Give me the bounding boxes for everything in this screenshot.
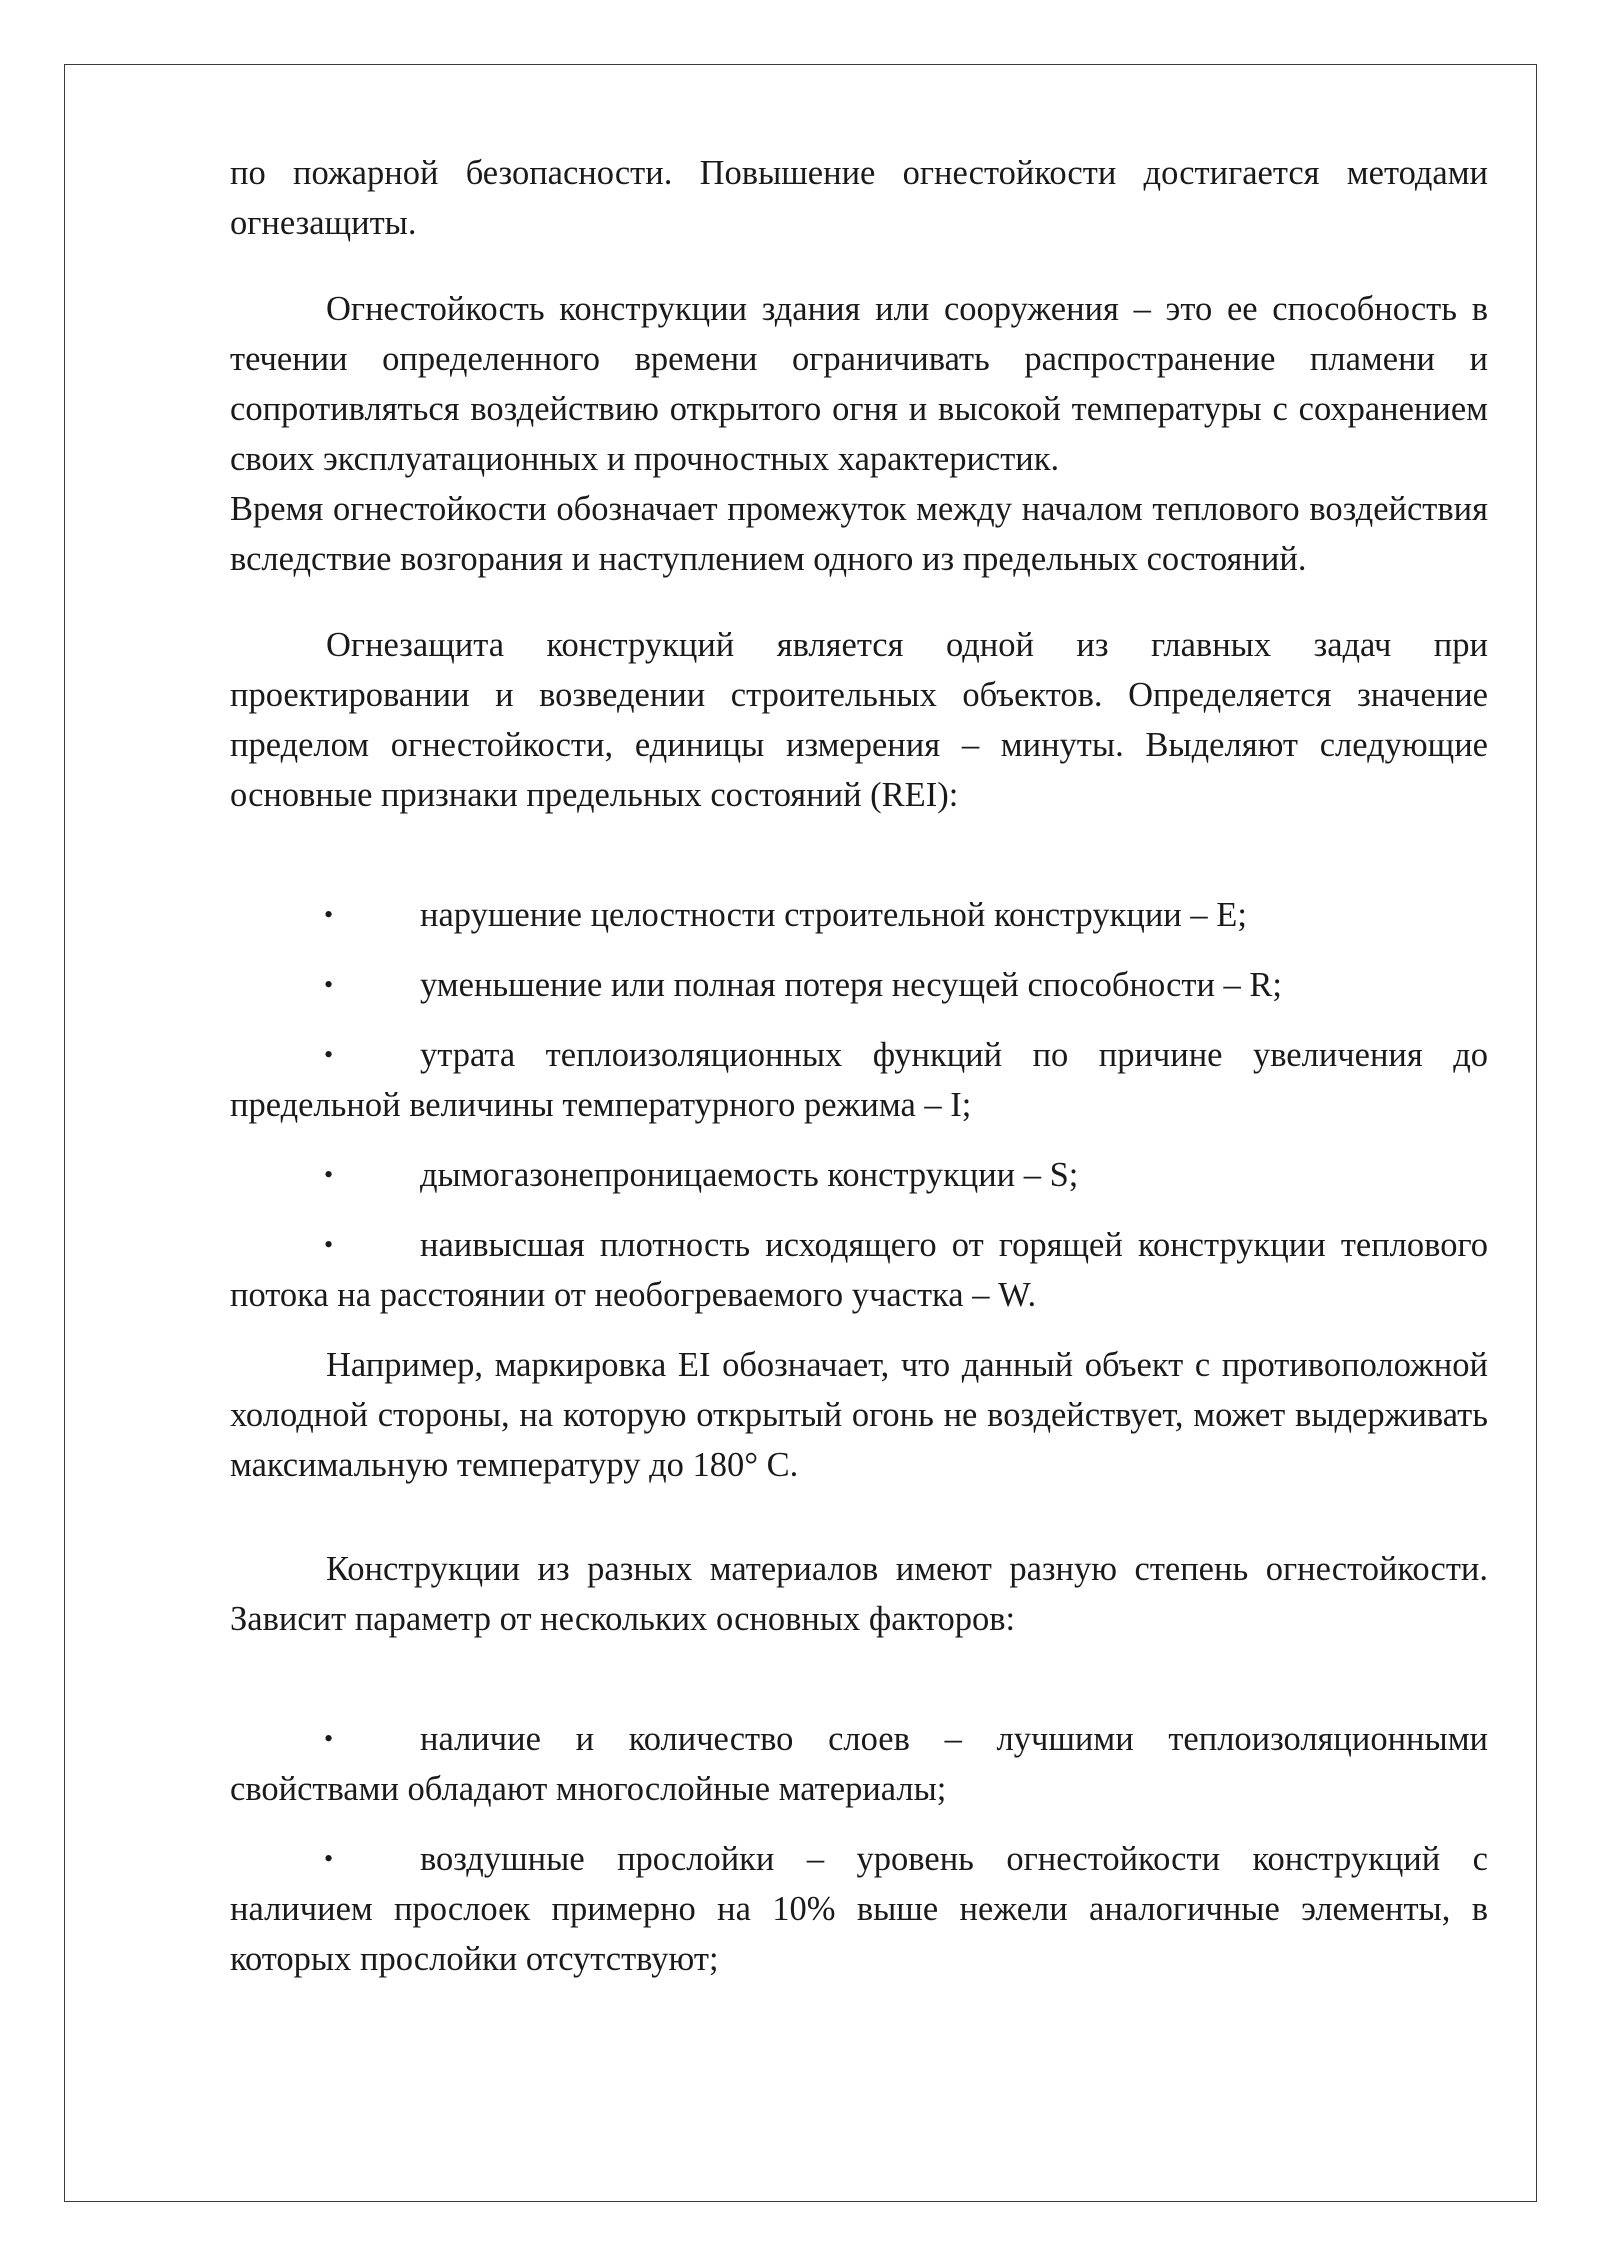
list-item-text: наивысшая плотность исходящего от горящей конструкции теплового потока на расстоянии от необогреваемого участка – W. xyxy=(230,1226,1488,1314)
list-item xyxy=(230,1714,1488,1814)
list-item-text: наличие и количество слоев – лучшими теплоизоляционными свойствами обладают многослойные материалы; xyxy=(230,1720,1488,1808)
bullet-icon: • xyxy=(324,1040,334,1069)
list-item xyxy=(230,1150,1488,1200)
list-item-text: воздушные прослойки – уровень огнестойкости конструкций с наличием прослоек примерно на 10% выше нежели аналогичные элементы, в которых прослойки отсутствуют; xyxy=(230,1840,1488,1978)
document-body xyxy=(230,148,1488,1984)
list-item xyxy=(230,1220,1488,1320)
list-item xyxy=(230,1030,1488,1130)
paragraph-materials: Конструкции из разных материалов имеют разную степень огнестойкости. Зависит параметр от нескольких основных факторов: xyxy=(230,1550,1488,1638)
bullet-icon: • xyxy=(324,1724,334,1753)
paragraph-fire-resistance-time: Время огнестойкости обозначает промежуток между началом теплового воздействия вследствие возгорания и наступлением одного из предельных состояний. xyxy=(230,490,1488,578)
paragraph-example-marking: Например, маркировка EI обозначает, что данный объект с противоположной холодной стороны, на которую открытый огонь не воздействует, может выдерживать максимальную температуру до 180° С. xyxy=(230,1346,1488,1484)
paragraph-fire-resistance-definition: Огнестойкость конструкции здания или сооружения – это ее способность в течении определенного времени ограничивать распространение пламени и сопротивляться воздействию открытого огня и высокой температуры с сохранением своих эксплуатационных и прочностных характеристик. xyxy=(230,290,1488,478)
bullet-icon: • xyxy=(324,1230,334,1259)
list-item-text: дымогазонепроницаемость конструкции – S; xyxy=(420,1156,1079,1194)
bullet-icon: • xyxy=(324,900,334,929)
list-item xyxy=(230,890,1488,940)
bullet-icon: • xyxy=(324,1160,334,1189)
paragraph-fire-protection: Огнезащита конструкций является одной из главных задач при проектировании и возведении строительных объектов. Определяется значение пределом огнестойкости, единицы измерения – минуты. Выделяют следующие основные признаки предельных состояний (REI): xyxy=(230,626,1488,814)
list-item-text: уменьшение или полная потеря несущей способности – R; xyxy=(420,966,1283,1004)
bullet-icon: • xyxy=(324,970,334,999)
paragraph-intro: по пожарной безопасности. Повышение огнестойкости достигается методами огнезащиты. xyxy=(230,154,1488,242)
list-item xyxy=(230,1834,1488,1984)
list-item xyxy=(230,960,1488,1010)
list-item-text: нарушение целостности строительной конструкции – E; xyxy=(420,896,1247,934)
bullet-icon: • xyxy=(324,1844,334,1873)
list-item-text: утрата теплоизоляционных функций по причине увеличения до предельной величины температурного режима – I; xyxy=(230,1036,1488,1124)
